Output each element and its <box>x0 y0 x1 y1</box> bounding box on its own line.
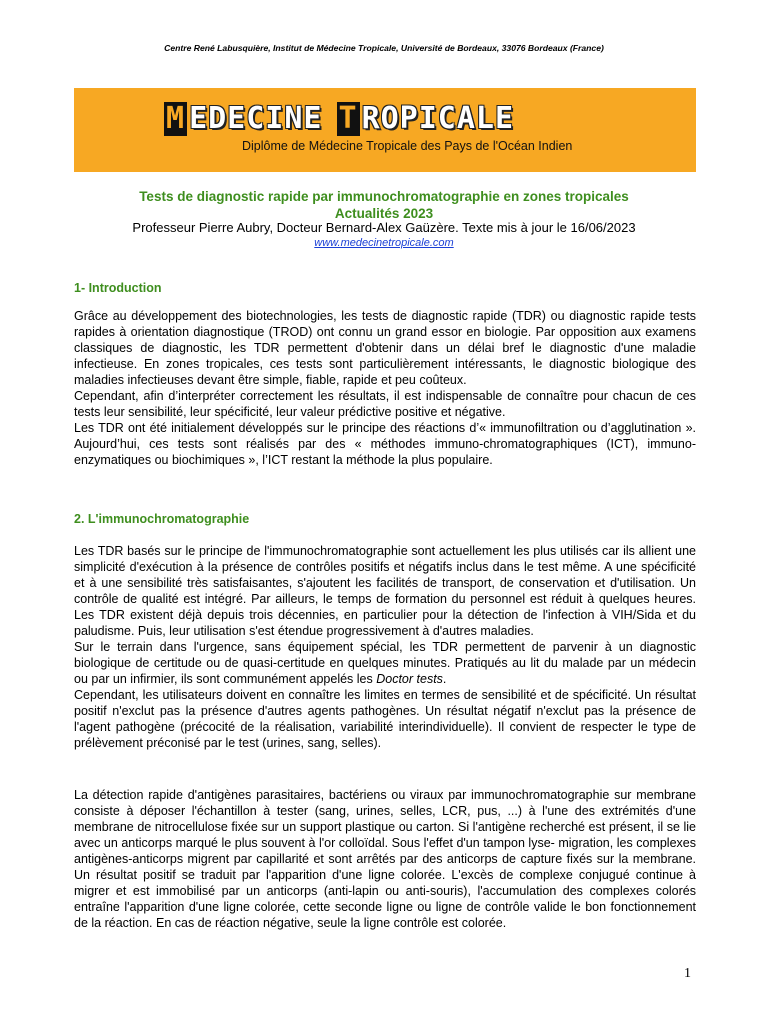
paragraph-text: Sur le terrain dans l'urgence, sans équipement spécial, les TDR permettent de parvenir à un diagnostic biologique de certitude ou de quasi-certitude en quelques minutes. Pratiqués au lit du malade par un médecin ou par un infirmier, ils sont communément appelés les <box>74 640 696 686</box>
immunochromatographie-detection-body <box>74 787 696 931</box>
paragraph <box>74 639 696 687</box>
banner-title-word1: EDECINE <box>189 101 323 136</box>
paragraph: La détection rapide d'antigènes parasitaires, bactériens ou viraux par immunochromatographie sur membrane consiste à déposer l'échantillon à tester (sang, urines, selles, LCR, pus, ...) à l'une des extrémités d'une membrane de nitrocellulose fixée sur un support plastique ou carton. Si l'antigène recherché est présent, il se lie avec un anticorps marqué le plus souvent à l'or colloïdal. Sous l'effet d'un tampon lyse- migration, les complexes antigènes-anticorps migrent par capillarité et sont arrêtés par des anticorps de capture fixés sur la membrane. Un résultat positif se traduit par l'apparition d'une ligne colorée. L'excès de complexe conjugué continue à migrer et est immobilisé par un anticorps (anti-lapin ou anti-souris), l'accumulation des complexes colorés entraîne l'apparition d'une ligne colorée, cette seconde ligne ou ligne de contrôle valide le bon fonctionnement de la réaction. En cas de réaction négative, seule la ligne contrôle est colorée. <box>74 788 696 930</box>
paragraph: Cependant, les utilisateurs doivent en connaître les limites en termes de sensibilité et de spécificité. Un résultat positif n'exclut pas la présence d'autres agents pathogènes. Un résultat négatif n'exclut pas la présence de l'agent pathogène (précocité de la réalisation, variabilité interindividuelle). Il convient de respecter le type de prélèvement préconisé par le test (urines, sang, selles). <box>74 688 696 750</box>
introduction-body <box>74 308 696 468</box>
journal-banner <box>74 88 696 172</box>
doctor-tests-term: Doctor tests <box>376 672 443 686</box>
paragraph: Grâce au développement des biotechnologies, les tests de diagnostic rapide (TDR) ou diagnostic rapide tests rapides à orientation diagnostique (TROD) ont connu un grand essor en biologie. Par opposition aux examens classiques de diagnostic, les TDR permettent d'obtenir dans un délai bref le diagnostic d'une maladie infectieuse. En zones tropicales, ces tests sont particulièrement intéressants, le diagnostic biologique des maladies infectieuses devant être simple, fiable, rapide et peu coûteux. <box>74 309 696 387</box>
document-title <box>0 188 768 222</box>
immunochromatographie-body <box>74 543 696 751</box>
section-heading-immunochromatographie: 2. L'immunochromatographie <box>74 512 250 526</box>
website-link[interactable]: www.medecinetropicale.com <box>314 237 454 249</box>
banner-title <box>164 102 514 136</box>
institution-header: Centre René Labusquière, Institut de Médecine Tropicale, Université de Bordeaux, 33076 Bordeaux (France) <box>164 43 604 53</box>
banner-title-word2: ROPICALE <box>361 101 515 136</box>
section-heading-introduction: 1- Introduction <box>74 281 162 295</box>
paragraph: Cependant, afin d’interpréter correctement les résultats, il est indispensable de connaître pour chacun de ces tests leur sensibilité, leur spécificité, leur valeur prédictive positive et négative. <box>74 389 696 419</box>
document-title-line2: Actualités 2023 <box>334 206 434 221</box>
paragraph: Les TDR basés sur le principe de l'immunochromatographie sont actuellement les plus utilisés car ils allient une simplicité d'exécution à la présence de contrôles positifs et négatifs inclus dans le test même. A une spécificité et à une sensibilité très satisfaisantes, s'ajoutent les facilités de transport, de conservation et d'utilisation. Un contrôle de qualité est intégré. Par ailleurs, le temps de formation du personnel est réduit à quelques heures. Les TDR existent déjà depuis trois décennies, en particulier pour la détection de l'infection à VIH/Sida et du paludisme. Puis, leur utilisation s'est étendue progressivement à d'autres maladies. <box>74 544 696 638</box>
banner-subtitle: Diplôme de Médecine Tropicale des Pays de l'Océan Indien <box>242 139 573 153</box>
paragraph-end: . <box>442 672 447 686</box>
page-number: 1 <box>684 966 691 981</box>
document-title-line1: Tests de diagnostic rapide par immunochromatographie en zones tropicales <box>139 189 629 204</box>
banner-title-initial-m: M <box>166 101 186 136</box>
document-authors: Professeur Pierre Aubry, Docteur Bernard-Alex Gaüzère. Texte mis à jour le 16/06/2023 <box>132 220 636 235</box>
banner-title-initial-t: T <box>338 101 358 136</box>
paragraph: Les TDR ont été initialement développés sur le principe des réactions d’« immunofiltration ou d’agglutination ». Aujourd’hui, ces tests sont réalisés par des « méthodes immuno-chromatographiques (ICT), immuno-enzymatiques ou biochimiques », l’ICT restant la méthode la plus populaire. <box>74 421 696 467</box>
